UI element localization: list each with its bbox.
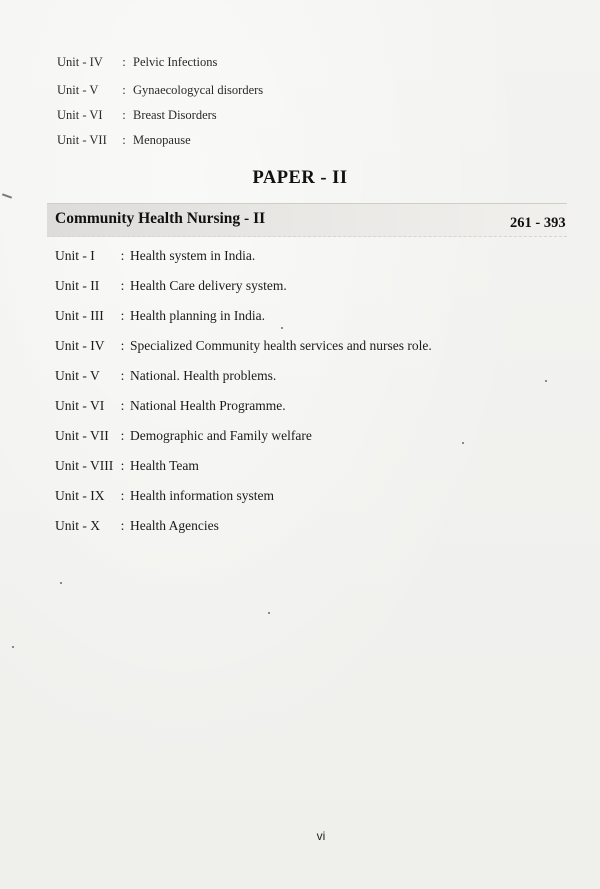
list-item: [55, 458, 199, 474]
list-item: [55, 248, 255, 264]
course-title: Community Health Nursing - II: [55, 210, 266, 227]
scan-speck: [545, 380, 547, 382]
unit-separator: :: [120, 488, 125, 503]
list-item: [55, 518, 219, 534]
unit-title: Specialized Community health services and nurses role.: [130, 338, 432, 353]
scan-speck: [281, 327, 283, 329]
unit-title: Menopause: [133, 133, 191, 147]
unit-label: Unit - V: [55, 368, 100, 383]
unit-title: Demographic and Family welfare: [130, 428, 312, 443]
unit-title: Health information system: [130, 488, 274, 503]
unit-label: Unit - I: [55, 248, 95, 263]
unit-separator: :: [120, 458, 125, 473]
unit-separator: :: [122, 55, 126, 69]
unit-label: Unit - VIII: [55, 458, 114, 473]
unit-title: Health planning in India.: [130, 308, 265, 323]
unit-label: Unit - VI: [57, 108, 103, 122]
unit-separator: :: [120, 248, 125, 263]
list-item: [57, 83, 263, 98]
unit-separator: :: [122, 108, 126, 122]
unit-separator: :: [120, 428, 125, 443]
list-item: [57, 108, 217, 123]
unit-title: Health Agencies: [130, 518, 219, 533]
paper-heading: PAPER - II: [252, 168, 348, 188]
course-page-range: 261 - 393: [510, 215, 566, 231]
unit-title: Gynaecologycal disorders: [133, 83, 264, 97]
unit-label: Unit - VII: [57, 133, 107, 147]
unit-label: Unit - IV: [55, 338, 105, 353]
list-item: [55, 398, 286, 414]
unit-separator: :: [122, 133, 126, 147]
scan-speck: [60, 582, 62, 584]
unit-separator: :: [120, 308, 125, 323]
page-number: vi: [316, 829, 326, 843]
unit-separator: :: [120, 278, 125, 293]
scan-speck: [462, 442, 464, 444]
unit-title: Health system in India.: [130, 248, 256, 263]
unit-title: Health Team: [130, 458, 199, 473]
unit-title: National Health Programme.: [130, 398, 286, 413]
scan-speck: [12, 646, 14, 648]
unit-label: Unit - II: [55, 278, 100, 293]
unit-label: Unit - IX: [55, 488, 105, 503]
unit-separator: :: [120, 368, 125, 383]
list-item: [57, 133, 191, 148]
list-item: [55, 308, 265, 324]
unit-label: Unit - V: [57, 83, 99, 97]
list-item: [57, 55, 217, 70]
unit-title: Pelvic Infections: [133, 55, 218, 69]
unit-separator: :: [122, 83, 126, 97]
unit-separator: :: [120, 338, 125, 353]
list-item: [55, 428, 312, 444]
list-item: [55, 368, 276, 384]
unit-title: Breast Disorders: [133, 108, 217, 122]
unit-label: Unit - IV: [57, 55, 103, 69]
unit-label: Unit - III: [55, 308, 104, 323]
unit-label: Unit - VII: [55, 428, 109, 443]
list-item: [55, 338, 432, 354]
unit-title: Health Care delivery system.: [130, 278, 287, 293]
unit-label: Unit - X: [55, 518, 100, 533]
unit-separator: :: [120, 398, 125, 413]
list-item: [55, 488, 274, 504]
scan-speck: [268, 612, 270, 614]
unit-title: National. Health problems.: [130, 368, 277, 383]
scan-mark: [2, 193, 12, 198]
unit-separator: :: [120, 518, 125, 533]
unit-label: Unit - VI: [55, 398, 105, 413]
list-item: [55, 278, 287, 294]
